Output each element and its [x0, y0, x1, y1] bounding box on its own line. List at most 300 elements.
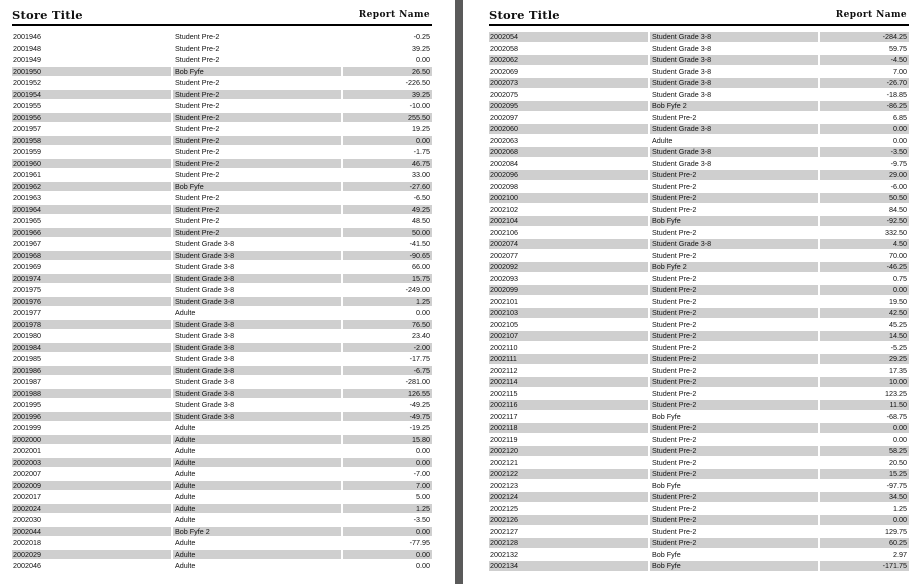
record-amount: 29.00	[889, 170, 907, 179]
record-amount: -86.25	[886, 101, 907, 110]
table-row	[12, 284, 432, 296]
record-name: Student Grade 3-8	[652, 124, 712, 133]
record-name: Student Grade 3-8	[175, 411, 235, 421]
record-amount: 0.00	[416, 549, 430, 559]
record-amount: -3.50	[890, 147, 907, 156]
record-id: 2001963	[13, 193, 41, 202]
record-amount: 10.00	[889, 377, 907, 386]
record-id: 2001958	[13, 135, 41, 145]
record-amount: 5.00	[416, 492, 430, 501]
record-amount: 255.50	[408, 112, 430, 122]
record-name: Bob Fyfe	[175, 66, 204, 76]
record-amount: -49.75	[409, 411, 430, 421]
record-amount: 70.00	[889, 250, 907, 260]
record-amount: 49.25	[412, 204, 430, 214]
record-amount: 15.75	[412, 273, 430, 283]
record-id: 2001999	[13, 423, 41, 432]
table-row	[489, 54, 909, 66]
record-id: 2001986	[13, 365, 41, 375]
record-name: Student Pre-2	[652, 423, 697, 432]
record-id: 2002124	[490, 492, 518, 501]
record-id: 2001954	[13, 89, 41, 99]
record-id: 2002084	[490, 158, 518, 168]
table-row	[489, 273, 909, 285]
record-amount: -19.25	[409, 423, 430, 432]
table-row	[12, 77, 432, 89]
table-row	[489, 560, 909, 572]
record-id: 2001968	[13, 250, 41, 260]
table-row	[12, 503, 432, 515]
record-name: Student Pre-2	[175, 135, 220, 145]
record-name: Adulte	[175, 480, 196, 490]
record-id: 2001961	[13, 170, 41, 179]
record-amount: -284.25	[882, 32, 907, 41]
table-row	[12, 66, 432, 78]
record-amount: 0.00	[416, 135, 430, 145]
table-row	[489, 135, 909, 147]
record-name: Student Pre-2	[652, 227, 697, 237]
record-name: Bob Fyfe	[652, 216, 681, 225]
record-amount: 6.85	[893, 112, 907, 122]
record-amount: 50.50	[889, 193, 907, 202]
record-amount: 84.50	[889, 204, 907, 214]
record-id: 2002069	[490, 66, 518, 76]
record-name: Student Grade 3-8	[652, 43, 712, 53]
record-amount: -3.50	[413, 515, 430, 524]
record-name: Adulte	[175, 549, 196, 559]
record-id: 2001995	[13, 400, 41, 409]
record-name: Student Pre-2	[175, 124, 220, 133]
record-name: Student Pre-2	[652, 285, 697, 294]
record-id: 2002106	[490, 227, 518, 237]
table-row	[12, 273, 432, 285]
table-row	[489, 192, 909, 204]
table-row	[489, 284, 909, 296]
record-id: 2002075	[490, 89, 518, 99]
record-id: 2002073	[490, 78, 518, 87]
table-row	[12, 376, 432, 388]
report-name: Report Name	[358, 10, 430, 20]
table-row	[489, 307, 909, 319]
store-title: Store Title	[489, 8, 560, 22]
record-id: 2002009	[13, 480, 41, 490]
record-id: 2002062	[490, 55, 518, 64]
table-row	[12, 514, 432, 526]
record-amount: -18.85	[886, 89, 907, 99]
record-amount: 123.25	[885, 388, 907, 398]
record-name: Adulte	[175, 515, 196, 524]
table-row	[12, 434, 432, 446]
table-row	[489, 330, 909, 342]
record-id: 2002111	[490, 354, 517, 363]
table-row	[12, 100, 432, 112]
record-name: Student Pre-2	[652, 538, 697, 547]
table-row	[489, 353, 909, 365]
record-name: Adulte	[175, 308, 196, 317]
record-name: Student Pre-2	[652, 400, 697, 409]
record-id: 2001964	[13, 204, 41, 214]
record-name: Adulte	[175, 457, 196, 467]
record-amount: -4.50	[890, 55, 907, 64]
record-name: Student Pre-2	[175, 204, 220, 214]
table-row	[12, 388, 432, 400]
record-id: 2002074	[490, 239, 518, 248]
record-name: Student Pre-2	[175, 89, 220, 99]
record-id: 2002018	[13, 538, 41, 547]
record-amount: 59.75	[889, 43, 907, 53]
record-amount: 17.35	[889, 365, 907, 375]
record-id: 2002121	[490, 457, 518, 467]
record-id: 2001976	[13, 296, 41, 306]
record-name: Student Grade 3-8	[175, 331, 235, 340]
row-shade	[173, 550, 341, 560]
record-amount: 58.25	[889, 446, 907, 455]
record-name: Student Grade 3-8	[652, 78, 712, 87]
table-row	[489, 434, 909, 446]
record-id: 2001980	[13, 331, 41, 340]
table-row	[489, 514, 909, 526]
table-row	[12, 468, 432, 480]
store-title: Store Title	[12, 8, 83, 22]
record-name: Adulte	[175, 446, 196, 455]
record-id: 2002112	[490, 365, 518, 375]
record-name: Student Grade 3-8	[175, 262, 235, 271]
table-row	[489, 342, 909, 354]
record-name: Student Pre-2	[175, 78, 220, 87]
record-name: Adulte	[175, 561, 196, 570]
table-row	[489, 468, 909, 480]
table-row	[489, 457, 909, 469]
record-amount: -7.00	[413, 469, 430, 478]
record-id: 2001967	[13, 239, 41, 248]
record-amount: 45.25	[889, 319, 907, 329]
record-id: 2002093	[490, 273, 518, 283]
table-row	[489, 365, 909, 377]
table-row	[489, 43, 909, 55]
record-amount: -92.50	[886, 216, 907, 225]
record-name: Student Pre-2	[175, 101, 220, 110]
table-row	[12, 192, 432, 204]
table-row	[489, 215, 909, 227]
table-row	[489, 250, 909, 262]
record-name: Adulte	[175, 469, 196, 478]
record-id: 2001988	[13, 388, 41, 398]
record-name: Student Pre-2	[652, 377, 697, 386]
record-amount: 1.25	[893, 503, 907, 513]
table-row	[489, 526, 909, 538]
table-row	[12, 330, 432, 342]
record-id: 2002017	[13, 492, 41, 501]
record-id: 2001966	[13, 227, 41, 237]
table-row	[12, 422, 432, 434]
table-row	[12, 549, 432, 561]
record-id: 2001975	[13, 285, 41, 294]
table-row	[489, 296, 909, 308]
record-amount: -90.65	[409, 250, 430, 260]
record-name: Bob Fyfe 2	[175, 526, 210, 536]
record-amount: 0.00	[416, 561, 430, 570]
record-id: 2002092	[490, 262, 518, 271]
record-id: 2002123	[490, 480, 518, 490]
record-amount: 66.00	[412, 262, 430, 271]
record-id: 2002054	[490, 32, 518, 41]
record-amount: 23.40	[412, 331, 430, 340]
record-name: Student Pre-2	[652, 181, 697, 191]
record-amount: -6.50	[413, 193, 430, 202]
record-amount: 14.50	[889, 331, 907, 340]
record-id: 2002102	[490, 204, 518, 214]
record-name: Student Pre-2	[652, 365, 697, 375]
record-id: 2002098	[490, 181, 518, 191]
record-amount: -5.25	[890, 342, 907, 352]
record-id: 2001949	[13, 55, 41, 64]
record-amount: -49.25	[409, 400, 430, 409]
record-amount: 0.00	[416, 457, 430, 467]
record-id: 2002115	[490, 388, 518, 398]
report-rows	[12, 31, 432, 572]
record-id: 2002003	[13, 457, 41, 467]
record-id: 2002104	[490, 216, 518, 225]
record-amount: -17.75	[409, 354, 430, 363]
record-name: Student Grade 3-8	[175, 377, 235, 386]
record-amount: 7.00	[416, 480, 430, 490]
record-amount: 0.00	[893, 515, 907, 524]
record-name: Student Grade 3-8	[175, 388, 235, 398]
record-name: Student Pre-2	[652, 170, 697, 179]
record-amount: -0.25	[413, 32, 430, 41]
record-id: 2002060	[490, 124, 518, 133]
record-id: 2002107	[490, 331, 518, 340]
record-id: 2002095	[490, 101, 518, 110]
record-name: Bob Fyfe	[652, 411, 681, 421]
record-name: Adulte	[175, 492, 196, 501]
record-amount: 39.25	[412, 89, 430, 99]
record-name: Student Pre-2	[652, 250, 697, 260]
record-name: Student Pre-2	[175, 147, 220, 156]
report-header	[12, 8, 432, 26]
table-row	[489, 480, 909, 492]
record-id: 2002110	[490, 342, 518, 352]
record-id: 2001996	[13, 411, 41, 421]
table-row	[12, 43, 432, 55]
record-id: 2001957	[13, 124, 41, 133]
record-name: Student Pre-2	[652, 296, 697, 306]
record-amount: 7.00	[893, 66, 907, 76]
record-id: 2002134	[490, 561, 518, 570]
record-id: 2002103	[490, 308, 518, 317]
table-row	[489, 66, 909, 78]
record-id: 2002122	[490, 469, 518, 478]
table-row	[12, 31, 432, 43]
record-amount: 29.25	[889, 354, 907, 363]
record-name: Student Pre-2	[175, 112, 220, 122]
record-id: 2001959	[13, 147, 41, 156]
record-name: Bob Fyfe 2	[652, 262, 687, 271]
record-id: 2002105	[490, 319, 518, 329]
record-id: 2001960	[13, 158, 41, 168]
report-rows	[489, 31, 909, 572]
record-name: Student Pre-2	[175, 216, 220, 225]
record-amount: 2.97	[893, 549, 907, 559]
record-name: Student Pre-2	[652, 434, 697, 444]
report-header	[489, 8, 909, 26]
record-amount: -68.75	[886, 411, 907, 421]
record-amount: -9.75	[890, 158, 907, 168]
table-row	[12, 112, 432, 124]
record-id: 2002058	[490, 43, 518, 53]
record-name: Student Grade 3-8	[175, 285, 235, 294]
table-row	[12, 342, 432, 354]
record-name: Student Pre-2	[175, 170, 220, 179]
record-id: 2001955	[13, 101, 41, 110]
record-id: 2001952	[13, 78, 41, 87]
record-amount: 0.00	[893, 135, 907, 145]
record-id: 2002125	[490, 503, 518, 513]
record-amount: 50.00	[412, 227, 430, 237]
record-id: 2001974	[13, 273, 41, 283]
record-id: 2002126	[490, 515, 518, 524]
table-row	[12, 296, 432, 308]
record-amount: 60.25	[889, 538, 907, 547]
table-row	[489, 146, 909, 158]
table-row	[12, 411, 432, 423]
record-name: Adulte	[175, 538, 196, 547]
record-id: 2002120	[490, 446, 518, 455]
report-name: Report Name	[835, 10, 907, 20]
record-name: Student Pre-2	[175, 32, 220, 41]
record-amount: -2.00	[413, 342, 430, 352]
record-name: Student Pre-2	[652, 469, 697, 478]
record-amount: -171.75	[882, 561, 907, 570]
table-row	[12, 319, 432, 331]
record-id: 2002097	[490, 112, 518, 122]
table-row	[12, 480, 432, 492]
record-name: Bob Fyfe 2	[652, 101, 687, 110]
table-row	[489, 169, 909, 181]
record-name: Student Grade 3-8	[175, 296, 235, 306]
table-row	[489, 158, 909, 170]
row-shade	[173, 458, 341, 468]
record-amount: -77.95	[409, 538, 430, 547]
table-row	[489, 537, 909, 549]
table-row	[489, 123, 909, 135]
table-row	[489, 422, 909, 434]
table-row	[12, 560, 432, 572]
record-amount: -10.00	[409, 101, 430, 110]
table-row	[12, 215, 432, 227]
record-id: 2001984	[13, 342, 41, 352]
record-id: 2002099	[490, 285, 518, 294]
record-id: 2001987	[13, 377, 41, 386]
record-amount: -1.75	[413, 147, 430, 156]
table-row	[12, 146, 432, 158]
record-name: Bob Fyfe	[652, 480, 681, 490]
table-row	[489, 112, 909, 124]
table-row	[12, 238, 432, 250]
record-id: 2002127	[490, 526, 518, 536]
record-amount: 0.00	[416, 526, 430, 536]
record-name: Student Pre-2	[175, 193, 220, 202]
record-id: 2002117	[490, 411, 518, 421]
record-amount: 48.50	[412, 216, 430, 225]
record-amount: 0.00	[893, 434, 907, 444]
record-amount: -46.25	[886, 262, 907, 271]
record-amount: 1.25	[416, 296, 430, 306]
table-row	[12, 169, 432, 181]
record-id: 2002119	[490, 434, 518, 444]
record-name: Adulte	[652, 135, 673, 145]
table-row	[489, 100, 909, 112]
record-id: 2002118	[490, 423, 518, 432]
record-name: Bob Fyfe	[652, 549, 681, 559]
record-amount: 19.50	[889, 296, 907, 306]
record-id: 2002007	[13, 469, 41, 478]
record-name: Student Grade 3-8	[652, 239, 712, 248]
record-amount: 126.55	[408, 388, 430, 398]
record-amount: 11.50	[889, 400, 907, 409]
table-row	[489, 491, 909, 503]
report-page-left	[0, 0, 455, 584]
record-name: Student Pre-2	[652, 515, 697, 524]
record-id: 2001946	[13, 32, 41, 41]
table-row	[12, 445, 432, 457]
record-id: 2002128	[490, 538, 518, 547]
record-name: Student Grade 3-8	[652, 32, 712, 41]
record-name: Student Pre-2	[652, 354, 697, 363]
record-amount: 15.80	[412, 434, 430, 444]
record-id: 2001969	[13, 262, 41, 271]
record-name: Bob Fyfe	[175, 181, 204, 191]
record-amount: -226.50	[405, 78, 430, 87]
row-shade	[173, 435, 341, 445]
record-name: Student Grade 3-8	[175, 239, 235, 248]
record-name: Student Pre-2	[652, 193, 697, 202]
record-amount: 46.75	[412, 158, 430, 168]
table-row	[12, 457, 432, 469]
table-row	[489, 204, 909, 216]
record-name: Student Pre-2	[652, 204, 697, 214]
record-amount: -249.00	[405, 285, 430, 294]
record-name: Student Pre-2	[175, 158, 220, 168]
record-amount: 0.00	[416, 55, 430, 64]
record-id: 2002024	[13, 503, 41, 513]
record-name: Adulte	[175, 423, 196, 432]
record-name: Student Grade 3-8	[175, 250, 235, 260]
record-name: Student Grade 3-8	[175, 354, 235, 363]
table-row	[489, 445, 909, 457]
table-row	[489, 319, 909, 331]
table-row	[489, 388, 909, 400]
row-shade	[173, 504, 341, 514]
record-id: 2001950	[13, 66, 41, 76]
record-id: 2002132	[490, 549, 518, 559]
table-row	[489, 261, 909, 273]
table-row	[12, 123, 432, 135]
record-name: Student Grade 3-8	[175, 400, 235, 409]
record-name: Student Pre-2	[652, 342, 697, 352]
record-amount: 1.25	[416, 503, 430, 513]
record-amount: -6.75	[413, 365, 430, 375]
record-name: Student Grade 3-8	[652, 158, 712, 168]
record-amount: 0.00	[893, 124, 907, 133]
table-row	[12, 526, 432, 538]
table-row	[489, 399, 909, 411]
record-amount: 0.00	[893, 423, 907, 432]
record-id: 2002030	[13, 515, 41, 524]
table-row	[489, 411, 909, 423]
table-row	[12, 158, 432, 170]
record-amount: 34.50	[889, 492, 907, 501]
